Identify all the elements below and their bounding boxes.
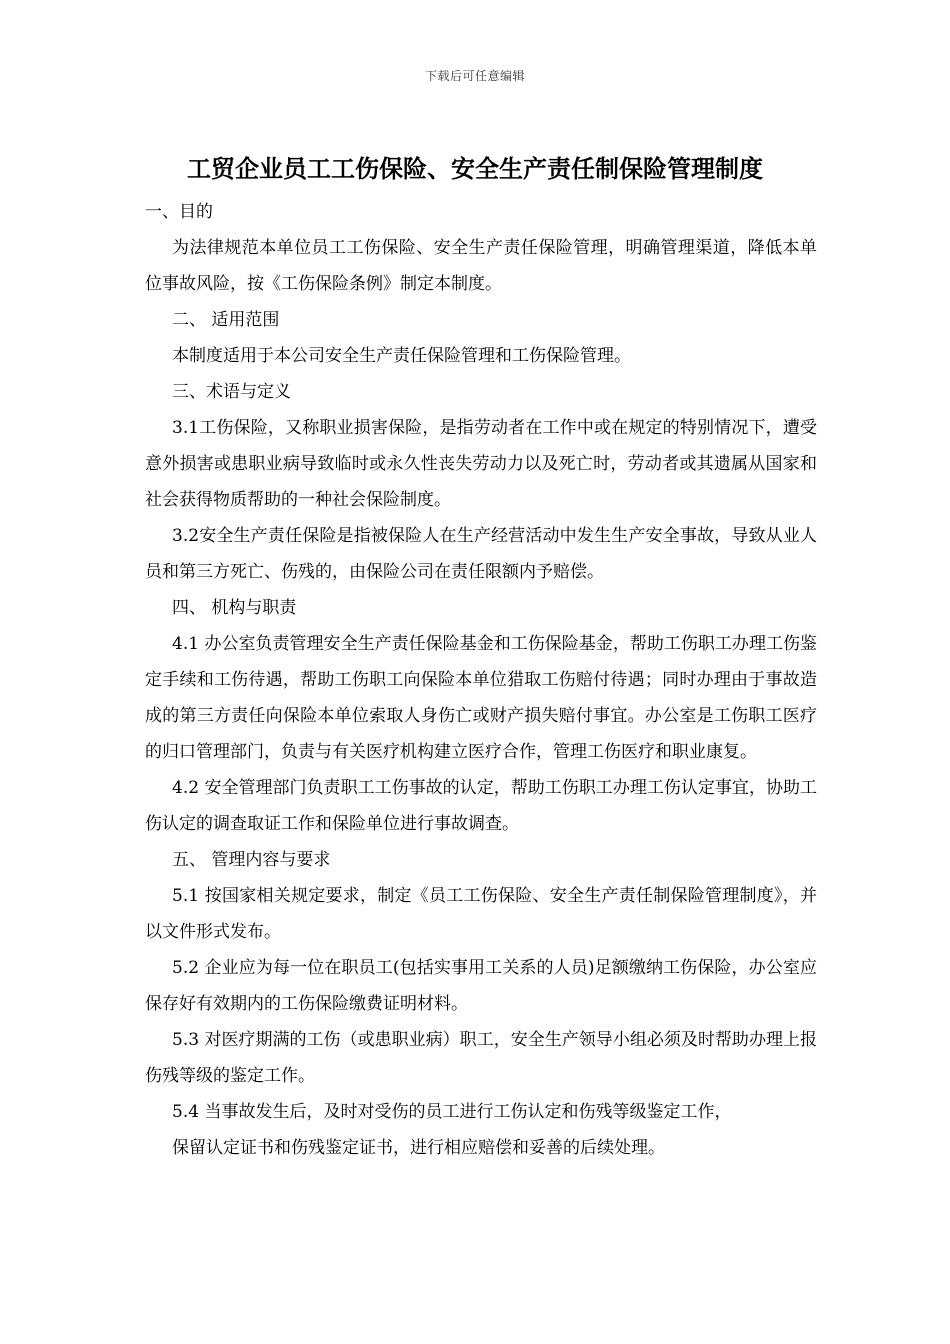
paragraph-4-1: 4.1 办公室负责管理安全生产责任保险基金和工伤保险基金，帮助工伤职工办理工伤鉴定手续和工伤待遇，帮助工伤职工向保险本单位猎取工伤赔付待遇；同时办理由于事故造成的第三方责任向保险本单位索取人身伤亡或财产损失赔付事宜。办公室是工伤职工医疗的归口管理部门，负责与有关医疗机构建立医疗合作，管理工伤医疗和职业康复。 xyxy=(145,634,817,762)
paragraph-5-1: 5.1 按国家相关规定要求，制定《员工工伤保险、安全生产责任制保险管理制度》，并以文件形式发布。 xyxy=(145,886,817,942)
section-heading-responsibilities: 四、 机构与职责 xyxy=(172,598,297,618)
section-heading-scope: 二、 适用范围 xyxy=(172,310,280,330)
paragraph-3-2: 3.2安全生产责任保险是指被保险人在生产经营活动中发生生产安全事故，导致从业人员和第三方死亡、伤残的，由保险公司在责任限额内予赔偿。 xyxy=(145,526,817,582)
page-header-note: 下载后可任意编辑 xyxy=(424,69,525,83)
section-heading-requirements: 五、 管理内容与要求 xyxy=(172,850,331,870)
section-heading-definitions: 三、术语与定义 xyxy=(172,382,291,402)
paragraph-4-2: 4.2 安全管理部门负责职工工伤事故的认定，帮助工伤职工办理工伤认定事宜，协助工伤认定的调查取证工作和保险单位进行事故调查。 xyxy=(145,778,817,834)
section-heading-purpose: 一、目的 xyxy=(145,202,213,222)
document-body xyxy=(145,194,817,1166)
paragraph-5-4: 5.4 当事故发生后，及时对受伤的员工进行工伤认定和伤残等级鉴定工作， xyxy=(172,1102,732,1122)
paragraph-purpose: 为法律规范本单位员工工伤保险、安全生产责任保险管理，明确管理渠道，降低本单位事故风险，按《工伤保险条例》制定本制度。 xyxy=(145,238,817,294)
paragraph-5-3: 5.3 对医疗期满的工伤（或患职业病）职工，安全生产领导小组必须及时帮助办理上报伤残等级的鉴定工作。 xyxy=(145,1030,817,1086)
paragraph-3-1: 3.1工伤保险，又称职业损害保险，是指劳动者在工作中或在规定的特别情况下，遭受意外损害或患职业病导致临时或永久性丧失劳动力以及死亡时，劳动者或其遗属从国家和社会获得物质帮助的一种社会保险制度。 xyxy=(145,418,817,510)
paragraph-5-4-continued: 保留认定证书和伤残鉴定证书，进行相应赔偿和妥善的后续处理。 xyxy=(172,1138,665,1158)
document-title: 工贸企业员工工伤保险、安全生产责任制保险管理制度 xyxy=(187,154,763,183)
paragraph-scope: 本制度适用于本公司安全生产责任保险管理和工伤保险管理。 xyxy=(172,346,631,366)
paragraph-5-2: 5.2 企业应为每一位在职员工(包括实事用工关系的人员)足额缴纳工伤保险，办公室应保存好有效期内的工伤保险缴费证明材料。 xyxy=(145,958,817,1014)
